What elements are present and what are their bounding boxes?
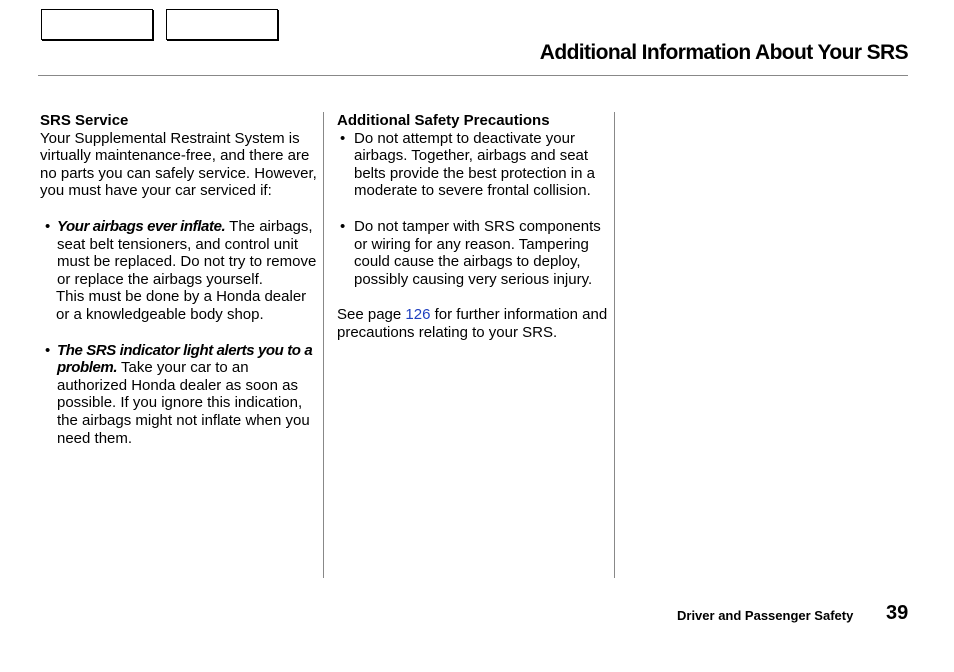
left-column [40, 112, 320, 447]
nav-previous-button[interactable] [41, 9, 153, 40]
srs-service-intro: Your Supplemental Restraint System is virtually maintenance-free, and there are no parts you can safely service. However, you must have your car serviced if: [40, 129, 317, 200]
nav-next-button[interactable] [166, 9, 278, 40]
bullet-text: The airbags, seat belt tensioners, and control unit must be replaced. Do not try to remove or replace the airbags yourself. [57, 217, 317, 288]
bullet-text: Take your car to an authorized Honda dealer as soon as possible. If you ignore this indication, the airbags might not inflate when you need them. [57, 359, 310, 447]
bullet-dot-icon: • [45, 217, 51, 235]
right-column [337, 112, 613, 342]
title-divider [38, 75, 908, 76]
bullet-followup: This must be done by a Honda dealer or a knowledgeable body shop. [56, 288, 307, 323]
bullet-lead: The SRS indicator light alerts you to a problem. [57, 341, 313, 377]
bullet-tamper [337, 218, 613, 288]
column-divider [614, 112, 615, 578]
bullet-dot-icon: • [45, 341, 51, 359]
bullet-text: Do not attempt to deactivate your airbags. Together, airbags and seat belts provide the best protection in a moderate to severe frontal collision. [354, 129, 595, 200]
bullet-dot-icon: • [340, 217, 346, 235]
page-link[interactable]: 126 [405, 306, 431, 324]
srs-service-heading: SRS Service [40, 112, 129, 129]
see-page-reference [337, 306, 613, 341]
bullet-text: Do not tamper with SRS components or wiring for any reason. Tampering could cause the airbags to deploy, possibly causing very serious injury. [354, 217, 601, 288]
bullet-airbags-inflate [40, 218, 320, 288]
bullet-lead: Your airbags ever inflate. [57, 217, 226, 235]
safety-precautions-heading: Additional Safety Precautions [337, 112, 550, 129]
bullet-dot-icon: • [340, 129, 346, 147]
bullet-deactivate [337, 130, 613, 200]
bullet-indicator-light [40, 342, 320, 448]
see-prefix: See page [337, 306, 406, 324]
column-divider [323, 112, 324, 578]
footer-section-label: Driver and Passenger Safety [677, 608, 854, 623]
see-suffix: for further information and precautions relating to your SRS. [337, 306, 608, 341]
page-title: Additional Information About Your SRS [539, 41, 908, 64]
page-number: 39 [886, 602, 909, 624]
